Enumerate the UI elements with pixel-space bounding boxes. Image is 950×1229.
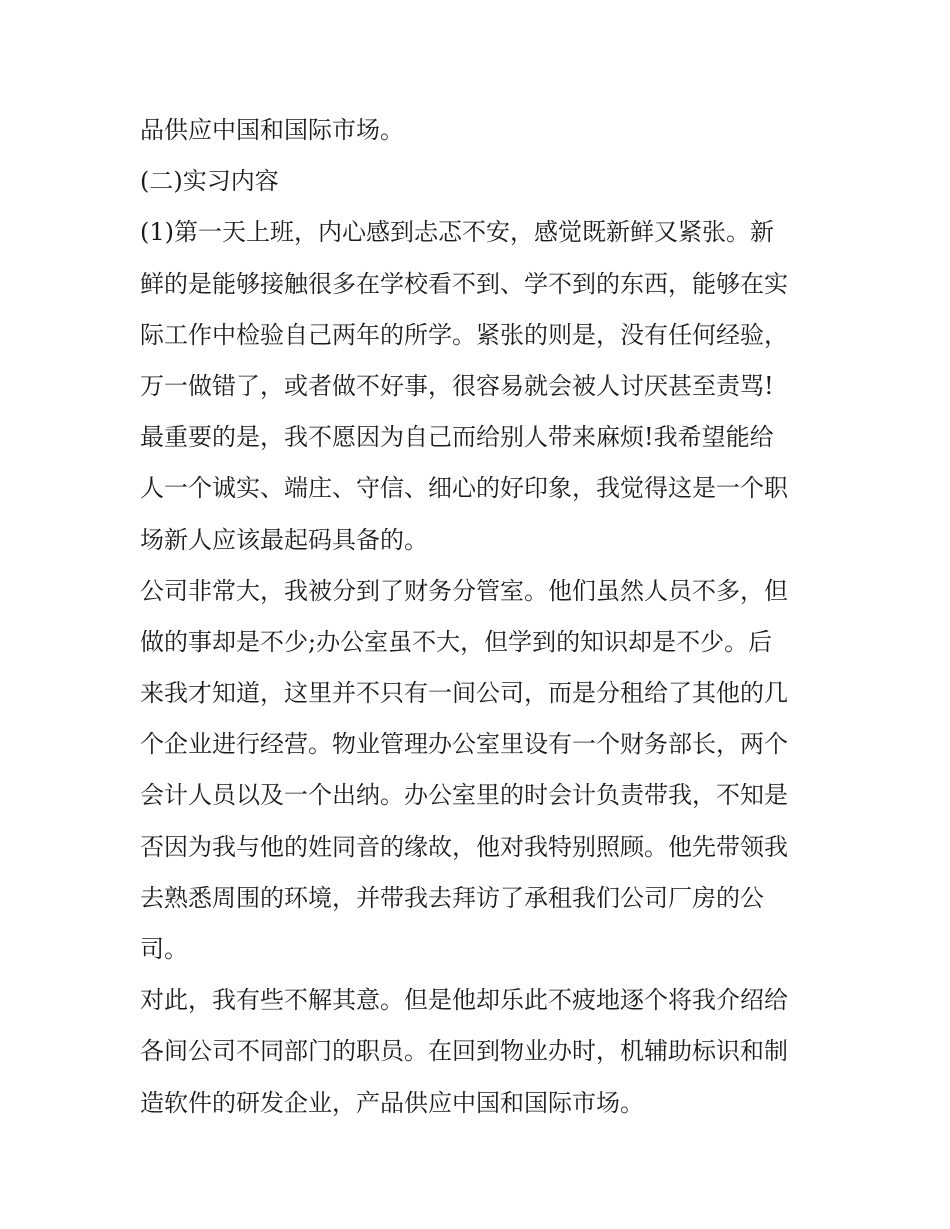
text-line: 公司非常大，我被分到了财务分管室。他们虽然人员不多，但: [140, 576, 788, 605]
text-line: 做的事却是不少;办公室虽不大，但学到的知识却是不少。后: [140, 627, 773, 656]
text-line: 际工作中检验自己两年的所学。紧张的则是，没有任何经验，: [140, 320, 788, 349]
text-line: 品供应中国和国际市场。: [140, 116, 404, 144]
text-line: 去熟悉周围的环境，并带我去拜访了承租我们公司厂房的公: [140, 883, 764, 912]
text-line: 场新人应该最起码具备的。: [140, 525, 428, 554]
text-line: 来我才知道，这里并不只有一间公司，而是分租给了其他的几: [140, 679, 788, 708]
text-line: 鲜的是能够接触很多在学校看不到、学不到的东西，能够在实: [140, 269, 788, 298]
text-line: 会计人员以及一个出纳。办公室里的时会计负责带我，不知是: [140, 781, 788, 810]
text-line: 个企业进行经营。物业管理办公室里设有一个财务部长，两个: [140, 730, 788, 759]
text-line: 否因为我与他的姓同音的缘故，他对我特别照顾。他先带领我: [140, 832, 788, 861]
text-line: 各间公司不同部门的职员。在回到物业办时，机辅助标识和制: [140, 1037, 788, 1066]
text-line: 司。: [140, 935, 188, 963]
document-body: [140, 105, 820, 1129]
text-line: 最重要的是，我不愿因为自己而给别人带来麻烦!我希望能给: [140, 423, 774, 452]
section-heading: (二)实习内容: [140, 167, 279, 196]
text-line: 对此，我有些不解其意。但是他却乐此不疲地逐个将我介绍给: [140, 986, 788, 1015]
text-line: 人一个诚实、端庄、守信、细心的好印象，我觉得这是一个职: [140, 474, 788, 503]
text-line: 造软件的研发企业，产品供应中国和国际市场。: [140, 1088, 644, 1117]
text-line: (1)第一天上班，内心感到忐忑不安，感觉既新鲜又紧张。新: [140, 218, 774, 247]
text-line: 万一做错了，或者做不好事，很容易就会被人讨厌甚至责骂!: [140, 371, 774, 400]
